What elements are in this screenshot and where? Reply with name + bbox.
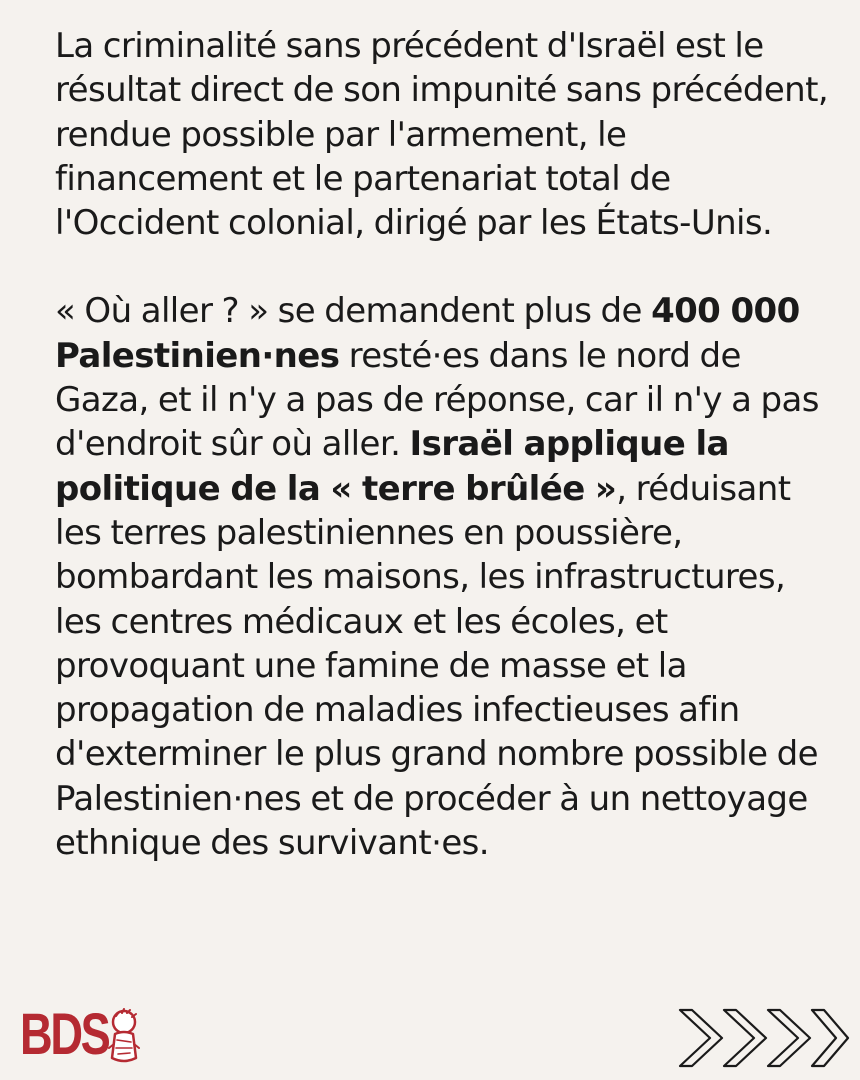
paragraph-text: La criminalité sans précédent d'Israël est le résultat direct de son impunité sans précédent, rendue possible par l'armement, le financement et le partenariat total de l'Occident colonial, dirigé par les États-Unis. (55, 26, 829, 244)
paragraph-text: resté·es dans le nord de Gaza, et il n'y a pas de réponse, car il n'y a pas d'endroit sûr où aller. (55, 335, 819, 465)
emphasis-text: Israël applique la politique de la « terre brûlée » (55, 424, 729, 509)
body-text (55, 24, 830, 865)
logo-text: BDS (20, 1002, 109, 1067)
handala-figure-icon (106, 1008, 142, 1066)
emphasis-text: 400 000 Palestinien·nes (55, 291, 800, 376)
paragraph (55, 24, 830, 245)
paragraph-text: « Où aller ? » se demandent plus de (55, 291, 652, 332)
paragraph-text: , réduisant les terres palestiniennes en poussière, bombardant les maisons, les infrastructures, les centres médicaux et les écoles, et provoquant une famine de masse et la propagation de maladies infectieuses afin d'exterminer le plus grand nombre possible de Palestinien·nes et de procéder à un nettoyage ethnique des survivant·es. (55, 468, 818, 864)
chevron-arrows-right-icon[interactable] (676, 1006, 852, 1070)
bds-logo (20, 1004, 142, 1066)
paragraph (55, 289, 830, 865)
